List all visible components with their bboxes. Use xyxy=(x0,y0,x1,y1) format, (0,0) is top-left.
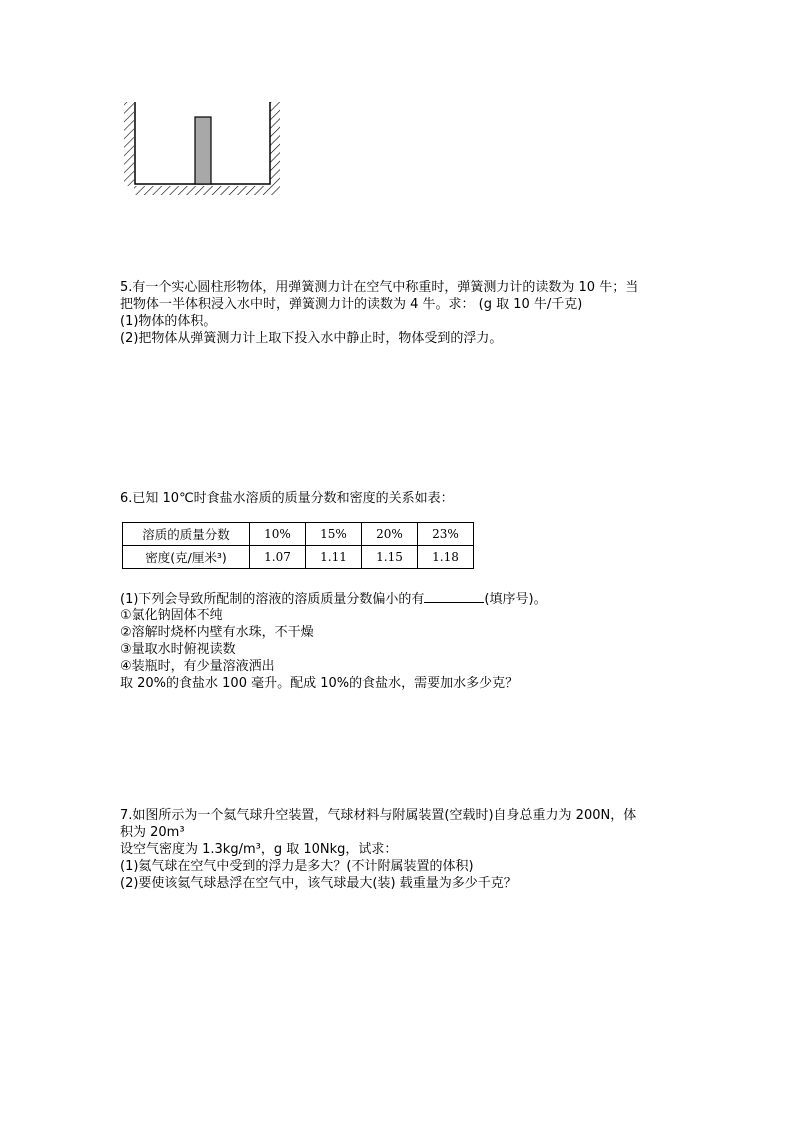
container-figure xyxy=(120,100,290,200)
cylinder-rod xyxy=(195,117,211,184)
left-wall-hatch xyxy=(124,102,134,186)
table-cell: 15% xyxy=(306,523,362,546)
q5-sub2: (2)把物体从弹簧测力计上取下投入水中静止时，物体受到的浮力。 xyxy=(120,331,503,346)
q7-line1: 7.如图所示为一个氦气球升空装置，气球材料与附属装置(空载时)自身总重力为 200N，体 xyxy=(120,808,637,823)
q6-sub1-suffix: (填序号)。 xyxy=(484,592,547,607)
q7-line3: 设空气密度为 1.3kg/m³，g 取 10Nkg，试求： xyxy=(120,842,398,857)
table-cell: 1.18 xyxy=(418,546,474,569)
q6-option3: ③量取水时俯视读数 xyxy=(120,642,236,657)
density-table xyxy=(122,522,474,569)
table-cell: 1.07 xyxy=(250,546,306,569)
table-row xyxy=(123,546,474,569)
q6-sub1-text: (1)下列会导致所配制的溶液的溶质质量分数偏小的有 xyxy=(120,592,425,607)
table-row xyxy=(123,523,474,546)
q6-sub1 xyxy=(120,590,547,608)
table-header-density: 密度(克/厘米³) xyxy=(123,546,250,569)
table-cell: 1.11 xyxy=(306,546,362,569)
q6-option4: ④装瓶时，有少量溶液洒出 xyxy=(120,659,275,674)
q7-line2: 积为 20m³ xyxy=(120,825,185,840)
table-cell: 1.15 xyxy=(362,546,418,569)
bottom-hatch xyxy=(134,186,280,195)
right-wall-hatch xyxy=(270,102,280,186)
table-cell: 10% xyxy=(250,523,306,546)
q7-sub2: (2)要使该氦气球悬浮在空气中，该气球最大(装) 载重量为多少千克？ xyxy=(120,876,517,891)
q5-sub1: (1)物体的体积。 xyxy=(120,314,217,329)
q5-line2: 把物体一半体积浸入水中时，弹簧测力计的读数为 4 牛。求： (g 取 10 牛/千克) xyxy=(120,297,583,312)
q7-sub1: (1)氦气球在空气中受到的浮力是多大？(不计附属装置的体积) xyxy=(120,859,474,874)
table-header-mass-fraction: 溶质的质量分数 xyxy=(123,523,250,546)
q6-option2: ②溶解时烧杯内壁有水珠，不干燥 xyxy=(120,625,314,640)
q6-intro: 6.已知 10℃时食盐水溶质的质量分数和密度的关系如表： xyxy=(120,491,454,506)
q5-line1: 5.有一个实心圆柱形物体，用弹簧测力计在空气中称重时，弹簧测力计的读数为 10 牛；当 xyxy=(120,280,639,295)
table-cell: 23% xyxy=(418,523,474,546)
q6-sub2: 取 20%的食盐水 100 毫升。配成 10%的食盐水，需要加水多少克？ xyxy=(120,676,519,691)
q6-option1: ①氯化钠固体不纯 xyxy=(120,608,223,623)
answer-blank[interactable] xyxy=(424,590,484,603)
table-cell: 20% xyxy=(362,523,418,546)
